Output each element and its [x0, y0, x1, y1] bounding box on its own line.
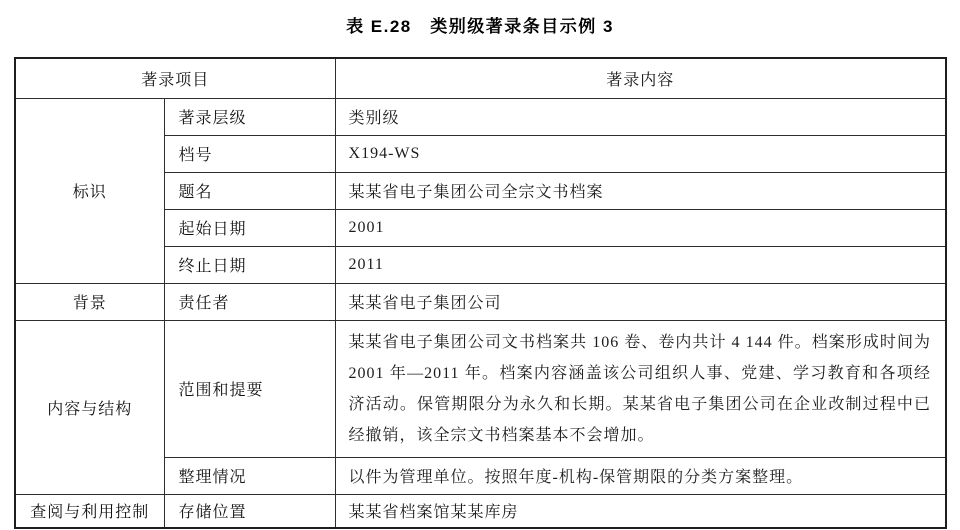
content-value-responsible-party: 某某省电子集团公司 [335, 283, 946, 320]
table-header-row [15, 58, 946, 98]
item-label-arrangement-status: 整理情况 [164, 457, 335, 494]
item-label-storage-location: 存储位置 [164, 494, 335, 528]
table-row [15, 283, 946, 320]
item-label-start-date: 起始日期 [164, 209, 335, 246]
item-label-responsible-party: 责任者 [164, 283, 335, 320]
content-value-scope-and-abstract: 某某省电子集团公司文书档案共 106 卷、卷内共计 4 144 件。档案形成时间为 2001 年—2011 年。档案内容涵盖该公司组织人事、党建、学习教育和各项经济活动。保管期限分为永久和长期。某某省电子集团公司在企业改制过程中已经撤销，该全宗文书档案基本不会增加。 [335, 320, 946, 457]
description-entry-table [14, 57, 947, 529]
group-label-content-and-structure: 内容与结构 [15, 320, 164, 494]
content-value-description-level: 类别级 [335, 98, 946, 135]
table-row [15, 494, 946, 528]
group-label-identification: 标识 [15, 98, 164, 283]
content-value-storage-location: 某某省档案馆某某库房 [335, 494, 946, 528]
column-header-description-content: 著录内容 [335, 58, 946, 98]
group-label-background: 背景 [15, 283, 164, 320]
item-label-end-date: 终止日期 [164, 246, 335, 283]
content-value-arrangement-status: 以件为管理单位。按照年度-机构-保管期限的分类方案整理。 [335, 457, 946, 494]
item-label-file-number: 档号 [164, 135, 335, 172]
item-label-scope-and-abstract: 范围和提要 [164, 320, 335, 457]
content-value-start-date: 2001 [335, 209, 946, 246]
group-label-access-and-use-control: 查阅与利用控制 [15, 494, 164, 528]
item-label-title: 题名 [164, 172, 335, 209]
item-label-description-level: 著录层级 [164, 98, 335, 135]
table-row [15, 320, 946, 457]
table-caption: 表 E.28 类别级著录条目示例 3 [346, 17, 614, 36]
content-value-end-date: 2011 [335, 246, 946, 283]
content-value-file-number: X194-WS [335, 135, 946, 172]
table-row [15, 98, 946, 135]
content-value-title: 某某省电子集团公司全宗文书档案 [335, 172, 946, 209]
column-header-description-item: 著录项目 [15, 58, 335, 98]
